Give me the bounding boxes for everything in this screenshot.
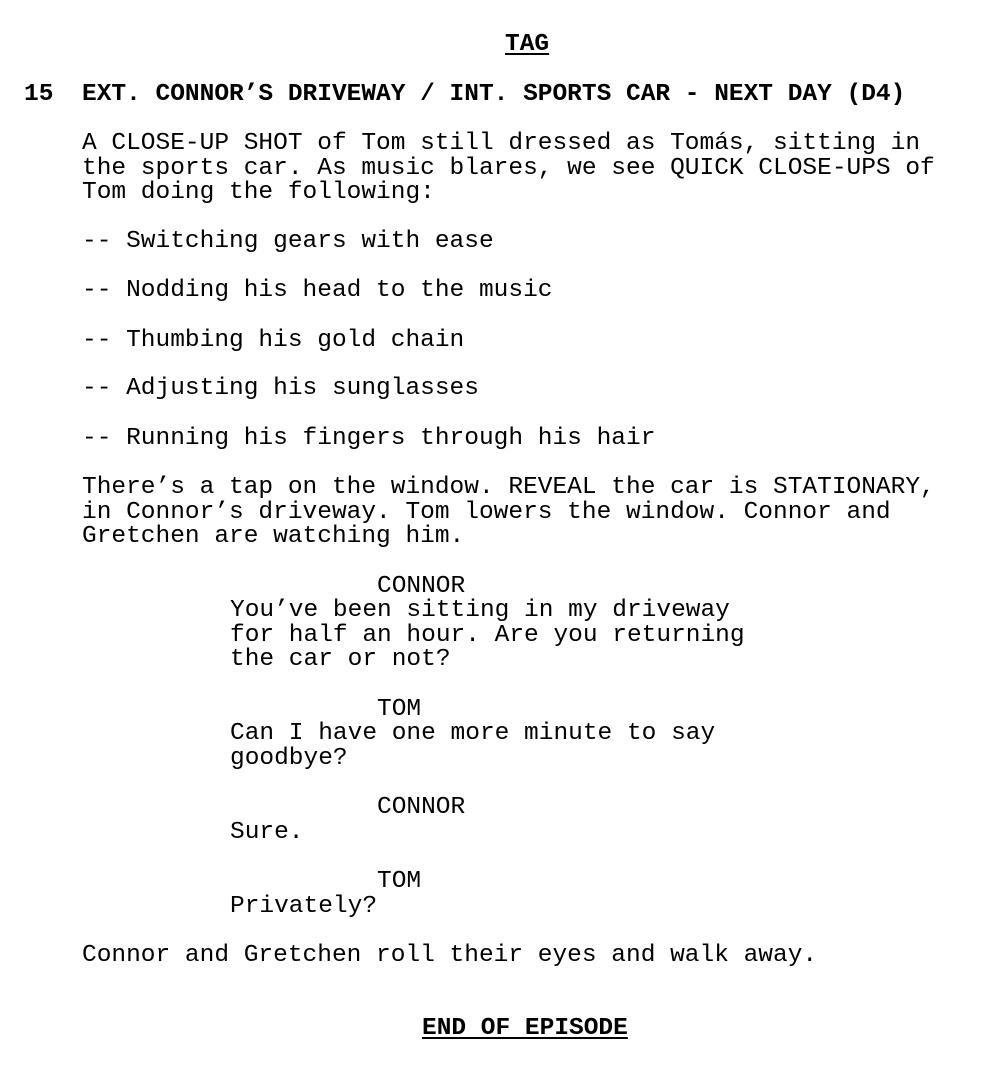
character-name: CONNOR — [377, 573, 466, 600]
end-of-episode-heading: END OF EPISODE — [422, 1015, 628, 1042]
action-line: A CLOSE-UP SHOT of Tom still dressed as Tomás, sitting in — [82, 130, 921, 157]
dialogue-block — [230, 599, 745, 673]
dialogue-line: Can I have one more minute to say — [230, 720, 716, 747]
character-name: TOM — [377, 696, 422, 723]
tag-heading: TAG — [505, 31, 550, 58]
action-paragraph-2 — [82, 476, 935, 550]
dialogue-block — [230, 722, 715, 771]
action-line: Gretchen are watching him. — [82, 523, 465, 551]
scene-number: 15 — [24, 81, 54, 108]
action-paragraph-3: Connor and Gretchen roll their eyes and walk away. — [82, 942, 818, 969]
dialogue-line: the car or not? — [230, 646, 451, 674]
action-paragraph-1 — [82, 132, 935, 206]
dialogue-line: goodbye? — [230, 744, 348, 772]
action-line: There’s a tap on the window. REVEAL the car is STATIONARY, — [82, 474, 935, 501]
character-name: CONNOR — [377, 794, 466, 821]
action-line: in Connor’s driveway. Tom lowers the window. Connor and — [82, 498, 891, 526]
dialogue-line: Privately? — [230, 893, 378, 920]
action-line: the sports car. As music blares, we see QUICK CLOSE-UPS of — [82, 154, 935, 182]
beat-item: -- Switching gears with ease — [82, 228, 494, 255]
dialogue-line: Sure. — [230, 819, 304, 846]
action-line: Tom doing the following: — [82, 179, 435, 207]
dialogue-line: for half an hour. Are you returning — [230, 621, 745, 649]
scene-heading: EXT. CONNOR’S DRIVEWAY / INT. SPORTS CAR - NEXT DAY (D4) — [82, 81, 906, 108]
beat-item: -- Thumbing his gold chain — [82, 327, 465, 354]
beat-item: -- Adjusting his sunglasses — [82, 375, 479, 402]
dialogue-line: You’ve been sitting in my driveway — [230, 597, 730, 624]
beat-item: -- Nodding his head to the music — [82, 277, 553, 304]
character-name: TOM — [377, 868, 422, 895]
beat-item: -- Running his fingers through his hair — [82, 425, 656, 452]
